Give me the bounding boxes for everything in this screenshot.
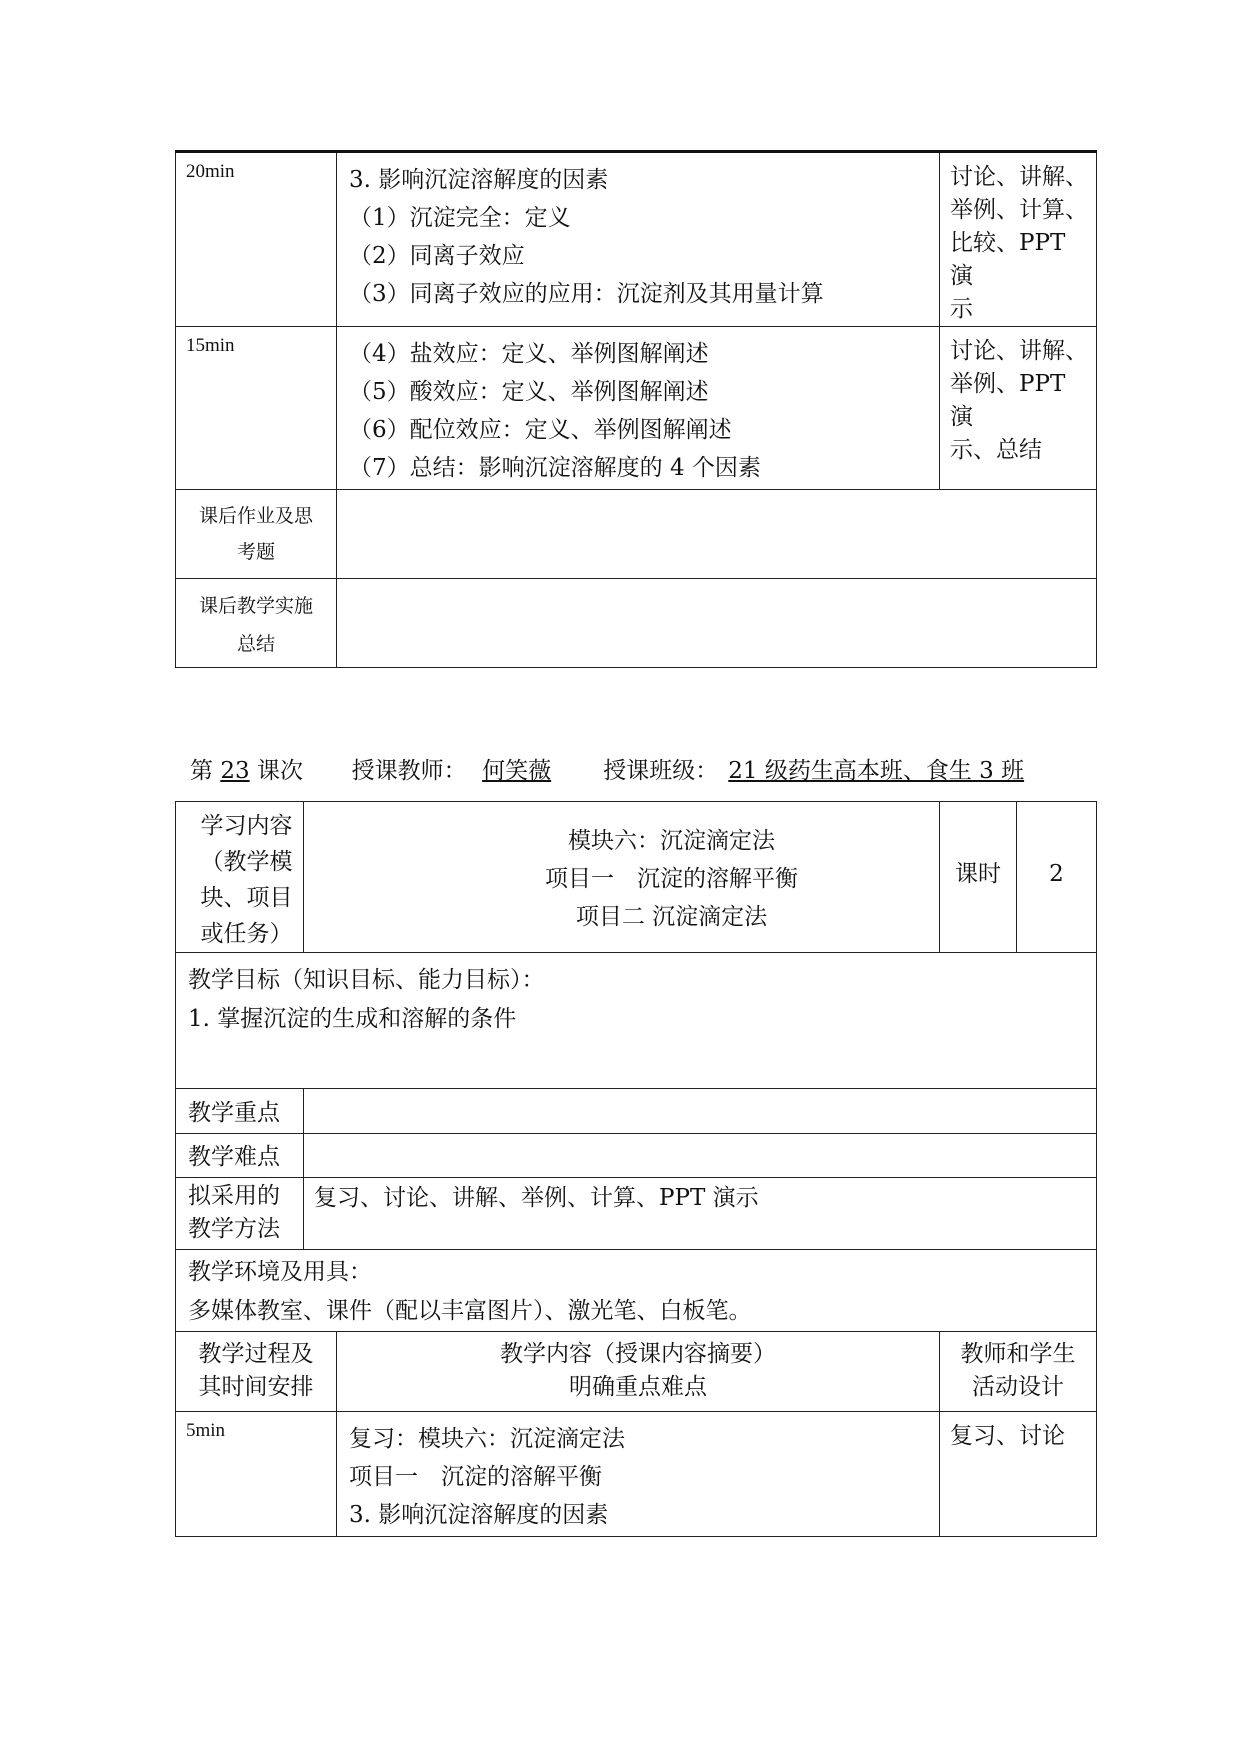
time-label: 20min bbox=[186, 161, 235, 182]
activity-cell bbox=[940, 1412, 1097, 1537]
activity-header: 教师和学生 bbox=[960, 1341, 1076, 1367]
hours-label-cell bbox=[940, 802, 1017, 953]
lesson-table-continued bbox=[175, 150, 1097, 668]
activity-line: 复习、讨论 bbox=[950, 1423, 1065, 1449]
table-row bbox=[176, 1412, 1097, 1537]
summary-value-cell bbox=[337, 579, 1097, 668]
lesson-suffix: 课次 bbox=[257, 758, 303, 784]
time-label: 5min bbox=[186, 1420, 226, 1441]
content-line: （5）酸效应：定义、举例图解阐述 bbox=[349, 379, 709, 405]
content-row bbox=[176, 802, 1097, 953]
activity-line: 讨论、讲解、 bbox=[950, 164, 1088, 190]
difficulties-label-cell bbox=[176, 1134, 304, 1178]
activity-line: 比较、PPT 演 bbox=[950, 230, 1066, 289]
activity-cell bbox=[940, 327, 1097, 490]
activity-line: 举例、计算、 bbox=[950, 197, 1088, 223]
content-label: 学习内容 bbox=[200, 813, 293, 839]
content-label: 或任务） bbox=[200, 921, 293, 947]
methods-label-cell bbox=[176, 1178, 304, 1250]
class-label: 授课班级： bbox=[603, 758, 719, 784]
objectives-title: 教学目标（知识目标、能力目标）： bbox=[188, 967, 545, 993]
content-value-cell bbox=[304, 802, 940, 953]
summary-row bbox=[176, 579, 1097, 668]
key-points-label-cell bbox=[176, 1089, 304, 1134]
activity-header-cell bbox=[940, 1332, 1097, 1412]
difficulties-value-cell bbox=[304, 1134, 1097, 1178]
difficulties-label: 教学难点 bbox=[188, 1144, 280, 1170]
content-label: （教学模 bbox=[200, 849, 293, 875]
difficulties-row bbox=[176, 1134, 1097, 1178]
content-label-cell bbox=[176, 802, 304, 953]
content-header: 明确重点难点 bbox=[569, 1374, 707, 1400]
summary-label: 总结 bbox=[236, 633, 275, 655]
activity-line: 举例、PPT 演 bbox=[950, 371, 1066, 430]
module-title: 模块六：沉淀滴定法 bbox=[568, 828, 775, 854]
hours-value-cell bbox=[1017, 802, 1097, 953]
homework-row bbox=[176, 490, 1097, 579]
methods-row bbox=[176, 1178, 1097, 1250]
class-name: 21 级药生高本班、食生 3 班 bbox=[728, 758, 1025, 784]
teacher-name: 何笑薇 bbox=[482, 758, 552, 784]
key-points-value-cell bbox=[304, 1089, 1097, 1134]
key-points-row bbox=[176, 1089, 1097, 1134]
content-header: 教学内容（授课内容摘要） bbox=[500, 1341, 776, 1367]
content-line: （6）配位效应：定义、举例图解阐述 bbox=[349, 417, 732, 443]
hours-value: 2 bbox=[1049, 861, 1064, 887]
environment-value: 多媒体教室、课件（配以丰富图片）、激光笔、白板笔。 bbox=[188, 1298, 752, 1324]
process-header: 教学过程及 bbox=[198, 1341, 314, 1367]
methods-label: 拟采用的 bbox=[188, 1183, 280, 1209]
process-header-row bbox=[176, 1332, 1097, 1412]
teacher-label: 授课教师： bbox=[351, 758, 467, 784]
content-line: （1）沉淀完全：定义 bbox=[349, 205, 571, 231]
lesson-prefix: 第 bbox=[190, 758, 213, 784]
objectives-row bbox=[176, 953, 1097, 1089]
project-one-title: 项目一 沉淀的溶解平衡 bbox=[545, 866, 798, 892]
time-cell bbox=[176, 152, 337, 327]
content-line: （2）同离子效应 bbox=[349, 243, 525, 269]
process-header: 其时间安排 bbox=[198, 1374, 314, 1400]
activity-header: 活动设计 bbox=[972, 1374, 1064, 1400]
hours-label: 课时 bbox=[955, 861, 1001, 887]
environment-row bbox=[176, 1250, 1097, 1332]
homework-value-cell bbox=[337, 490, 1097, 579]
homework-label-cell bbox=[176, 490, 337, 579]
environment-title: 教学环境及用具： bbox=[188, 1259, 372, 1285]
objectives-cell bbox=[176, 953, 1097, 1089]
lesson-number: 23 bbox=[220, 758, 250, 784]
content-line: 项目一 沉淀的溶解平衡 bbox=[349, 1464, 602, 1490]
activity-line: 示 bbox=[950, 296, 973, 322]
content-cell bbox=[337, 152, 940, 327]
homework-label: 课后作业及思 bbox=[198, 505, 313, 527]
time-cell bbox=[176, 327, 337, 490]
lesson-plan-table bbox=[175, 801, 1097, 1537]
content-line: 3. 影响沉淀溶解度的因素 bbox=[349, 167, 609, 193]
methods-value-cell bbox=[304, 1178, 1097, 1250]
activity-cell bbox=[940, 152, 1097, 327]
table-row bbox=[176, 152, 1097, 327]
activity-line: 讨论、讲解、 bbox=[950, 338, 1088, 364]
methods-value: 复习、讨论、讲解、举例、计算、PPT 演示 bbox=[314, 1185, 759, 1211]
time-label: 15min bbox=[186, 335, 235, 356]
summary-label-cell bbox=[176, 579, 337, 668]
environment-cell bbox=[176, 1250, 1097, 1332]
content-line: （4）盐效应：定义、举例图解阐述 bbox=[349, 341, 709, 367]
key-points-label: 教学重点 bbox=[188, 1100, 280, 1126]
time-cell bbox=[176, 1412, 337, 1537]
table-row bbox=[176, 327, 1097, 490]
content-cell bbox=[337, 327, 940, 490]
content-line: （7）总结：影响沉淀溶解度的 4 个因素 bbox=[349, 455, 761, 481]
content-label: 块、项目 bbox=[200, 885, 293, 911]
objective-item: 1. 掌握沉淀的生成和溶解的条件 bbox=[188, 1006, 517, 1032]
homework-label: 考题 bbox=[236, 541, 275, 563]
lesson-header bbox=[190, 752, 1024, 785]
content-line: （3）同离子效应的应用：沉淀剂及其用量计算 bbox=[349, 281, 824, 307]
summary-label: 课后教学实施 bbox=[198, 595, 313, 617]
methods-label: 教学方法 bbox=[188, 1216, 280, 1242]
content-cell bbox=[337, 1412, 940, 1537]
content-header-cell bbox=[337, 1332, 940, 1412]
project-two-title: 项目二 沉淀滴定法 bbox=[575, 904, 768, 930]
content-line: 复习：模块六：沉淀滴定法 bbox=[349, 1426, 625, 1452]
process-header-cell bbox=[176, 1332, 337, 1412]
content-line: 3. 影响沉淀溶解度的因素 bbox=[349, 1502, 609, 1528]
activity-line: 示、总结 bbox=[950, 437, 1042, 463]
